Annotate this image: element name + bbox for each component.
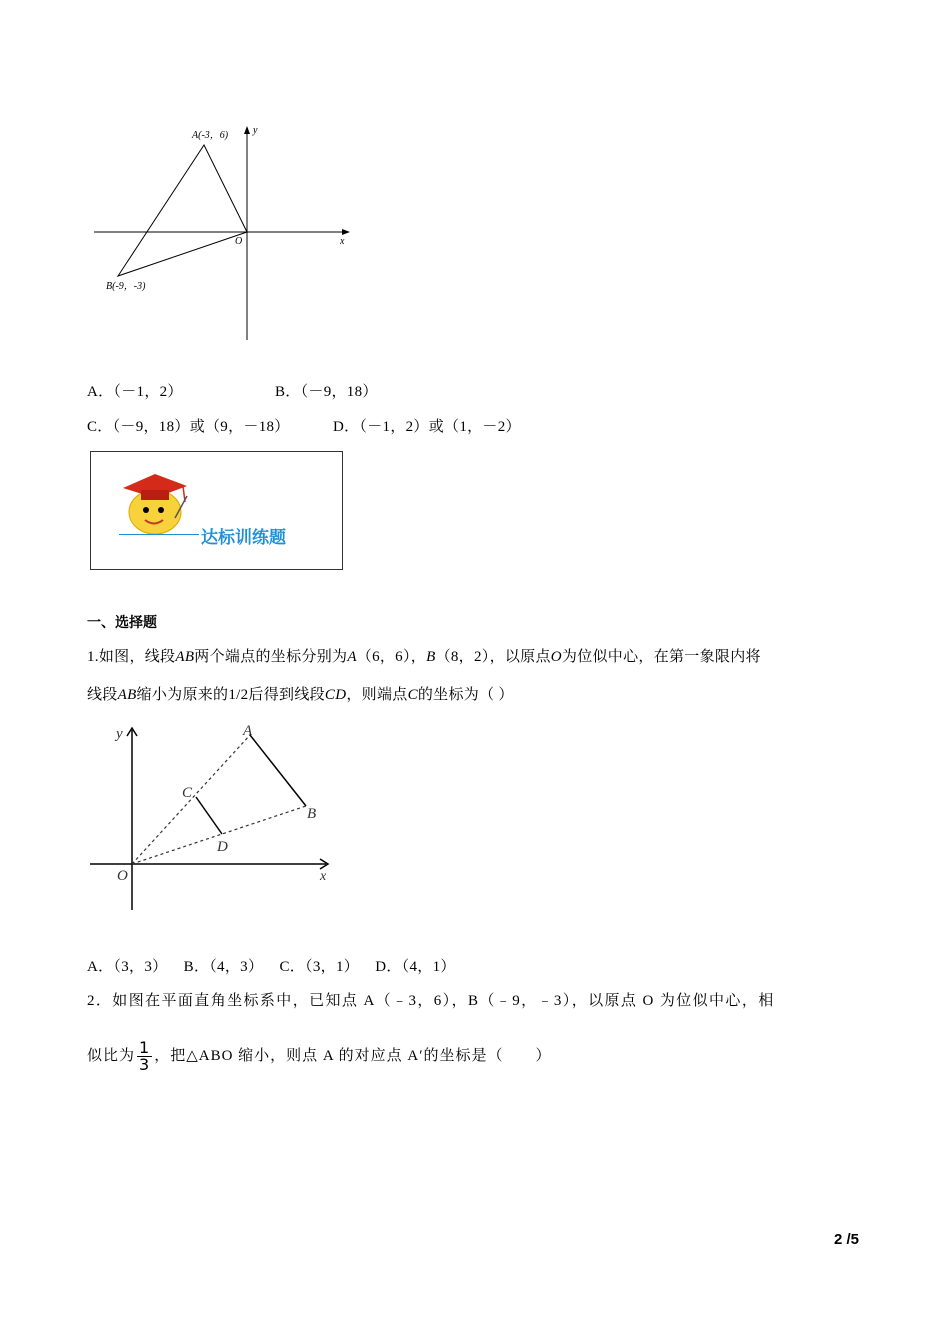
q2-line2: 似比为 $\frac{1}{3}$ ，把△ABO 缩小，则点 A 的对应点 A′的坐标是（ ）	[87, 1038, 552, 1074]
label-y-axis: y	[253, 125, 258, 136]
label-c: C	[182, 785, 193, 801]
label-y: y	[116, 726, 123, 742]
segment-ab	[250, 735, 306, 806]
triangle-abo	[118, 145, 247, 276]
label-point-a: A(-3，6)	[192, 130, 229, 141]
label-b: B	[307, 806, 317, 822]
option-c: C．（－9，18）或（9，－18）	[87, 419, 290, 435]
banner-title: 达标训练题	[201, 528, 286, 548]
section-heading: 一、选择题	[87, 615, 157, 631]
label-origin: O	[235, 236, 243, 247]
q1-line1: 1.如图，线段AB两个端点的坐标分别为A（6，6），B（8，2），以原点O为位似中心，在第一象限内将	[87, 649, 761, 665]
page-number: 2 /5	[834, 1231, 860, 1248]
label-d: D	[217, 839, 228, 855]
label-point-b: B(-9，-3)	[106, 281, 146, 292]
figure-homothety	[86, 720, 346, 915]
q2-line1: 2．如图在平面直角坐标系中，已知点 A（﹣3，6），B（﹣9，﹣3），以原点 O 为位似中心，相	[87, 993, 775, 1009]
option-a: A．（－1，2）	[87, 384, 183, 400]
ray-ob	[132, 806, 306, 864]
label-x-axis: x	[340, 236, 345, 247]
label-x: x	[320, 869, 327, 884]
practice-banner	[90, 451, 343, 570]
segment-cd	[196, 797, 222, 834]
option-b: B．（－9，18）	[275, 384, 378, 400]
option-d: D．（－1，2）或（1，－2）	[333, 419, 521, 435]
q1-line2: 线段AB缩小为原来的1/2后得到线段CD，则端点C的坐标为（ ）	[87, 687, 514, 703]
q1-options: A．（3，3） B．（4，3） C．（3，1） D．（4，1）	[87, 959, 456, 975]
label-o: O	[117, 868, 128, 884]
label-a: A	[243, 723, 253, 739]
y-axis-arrow	[244, 126, 250, 134]
graduate-smiley-icon	[117, 466, 197, 536]
figure-triangle-abo	[88, 118, 358, 348]
ratio-fraction: $\frac{1}{3}$	[139, 1038, 151, 1074]
x-axis-arrow	[342, 229, 350, 235]
banner-divider	[119, 534, 199, 535]
